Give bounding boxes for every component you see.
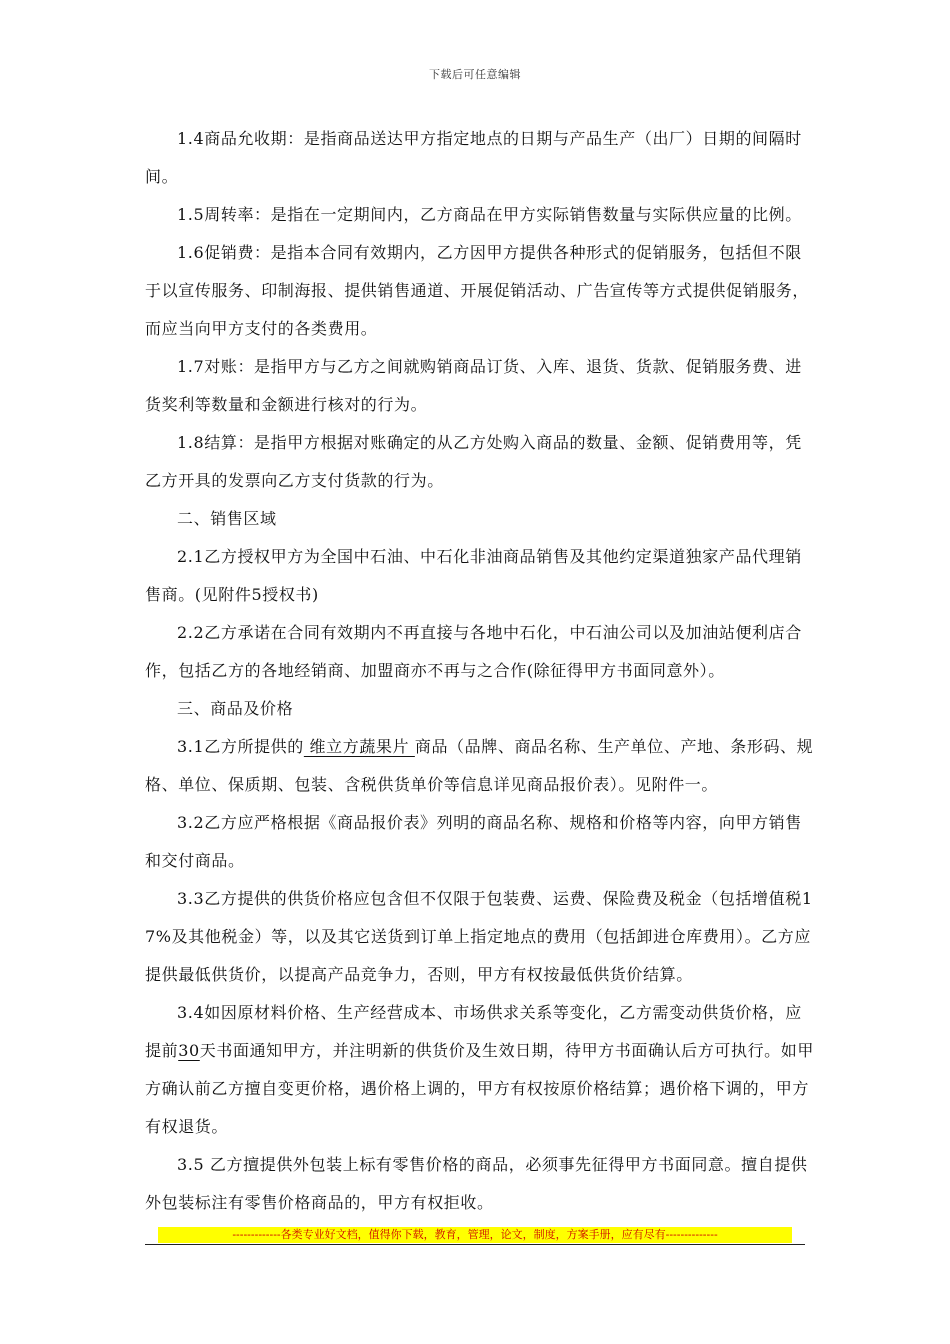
clause-3-4 bbox=[145, 994, 815, 1146]
clause-1-6: 1.6促销费：是指本合同有效期内，乙方因甲方提供各种形式的促销服务，包括但不限于以宣传服务、印制海报、提供销售通道、开展促销活动、广告宣传等方式提供促销服务，而应当向甲方支付的各类费用。 bbox=[145, 243, 810, 338]
footer-promo-banner: -------------各类专业好文档，值得你下载，教育，管理，论文，制度，方案手册，应有尽有-------------- bbox=[158, 1227, 792, 1243]
clause-3-3: 3.3乙方提供的供货价格应包含但不仅限于包装费、运费、保险费及税金（包括增值税17%及其他税金）等，以及其它送货到订单上指定地点的费用（包括卸进仓库费用）。乙方应提供最低供货价，以提高产品竞争力，否则，甲方有权按最低供货价结算。 bbox=[145, 889, 813, 984]
clause-1-4: 1.4商品允收期：是指商品送达甲方指定地点的日期与产品生产（出厂）日期的间隔时间。 bbox=[145, 129, 802, 186]
clause-2-1: 2.1乙方授权甲方为全国中石油、中石化非油商品销售及其他约定渠道独家产品代理销售商。(见附件5授权书) bbox=[145, 547, 802, 604]
footer-divider bbox=[145, 1244, 805, 1245]
clause-3-4-rest: 天书面通知甲方，并注明新的供货价及生效日期，待甲方书面确认后方可执行。如甲方确认前乙方擅自变更价格，遇价格上调的，甲方有权按原价格结算；遇价格下调的，甲方有权退货。 bbox=[145, 1041, 814, 1136]
clause-3-1-rest: 商品（品牌、商品名称、生产单位、产地、条形码、规格、单位、保质期、包装、含税供货单价等信息详见商品报价表）。见附件一。 bbox=[145, 737, 814, 794]
clause-2-2: 2.2乙方承诺在合同有效期内不再直接与各地中石化，中石油公司以及加油站便利店合作，包括乙方的各地经销商、加盟商亦不再与之合作(除征得甲方书面同意外）。 bbox=[145, 623, 802, 680]
clause-3-2: 3.2乙方应严格根据《商品报价表》列明的商品名称、规格和价格等内容，向甲方销售和交付商品。 bbox=[145, 813, 802, 870]
clause-3-1-lead: 3.1乙方所提供的 bbox=[177, 737, 304, 756]
section-heading-goods-price: 三、商品及价格 bbox=[177, 699, 294, 718]
document-body bbox=[145, 120, 815, 1222]
clause-1-8: 1.8结算：是指甲方根据对账确定的从乙方处购入商品的数量、金额、促销费用等，凭乙方开具的发票向乙方支付货款的行为。 bbox=[145, 433, 802, 490]
notice-days-blank: 30 bbox=[178, 1041, 200, 1060]
clause-3-4-lead: 3.4如因原材料价格、生产经营成本、市场供求关系等变化，乙方需变动供货价格，应提前 bbox=[145, 1003, 802, 1060]
clause-3-5: 3.5 乙方擅提供外包装上标有零售价格的商品，必须事先征得甲方书面同意。擅自提供外包装标注有零售价格商品的，甲方有权拒收。 bbox=[145, 1155, 808, 1212]
clause-1-7: 1.7对账：是指甲方与乙方之间就购销商品订货、入库、退货、货款、促销服务费、进货奖利等数量和金额进行核对的行为。 bbox=[145, 357, 802, 414]
clause-1-5: 1.5周转率：是指在一定期间内，乙方商品在甲方实际销售数量与实际供应量的比例。 bbox=[177, 205, 802, 224]
product-name-blank: 维立方蔬果片 bbox=[303, 737, 415, 756]
clause-3-1 bbox=[145, 728, 815, 804]
page-header: 下载后可任意编辑 bbox=[429, 68, 521, 81]
section-heading-sales-region: 二、销售区域 bbox=[177, 509, 277, 528]
